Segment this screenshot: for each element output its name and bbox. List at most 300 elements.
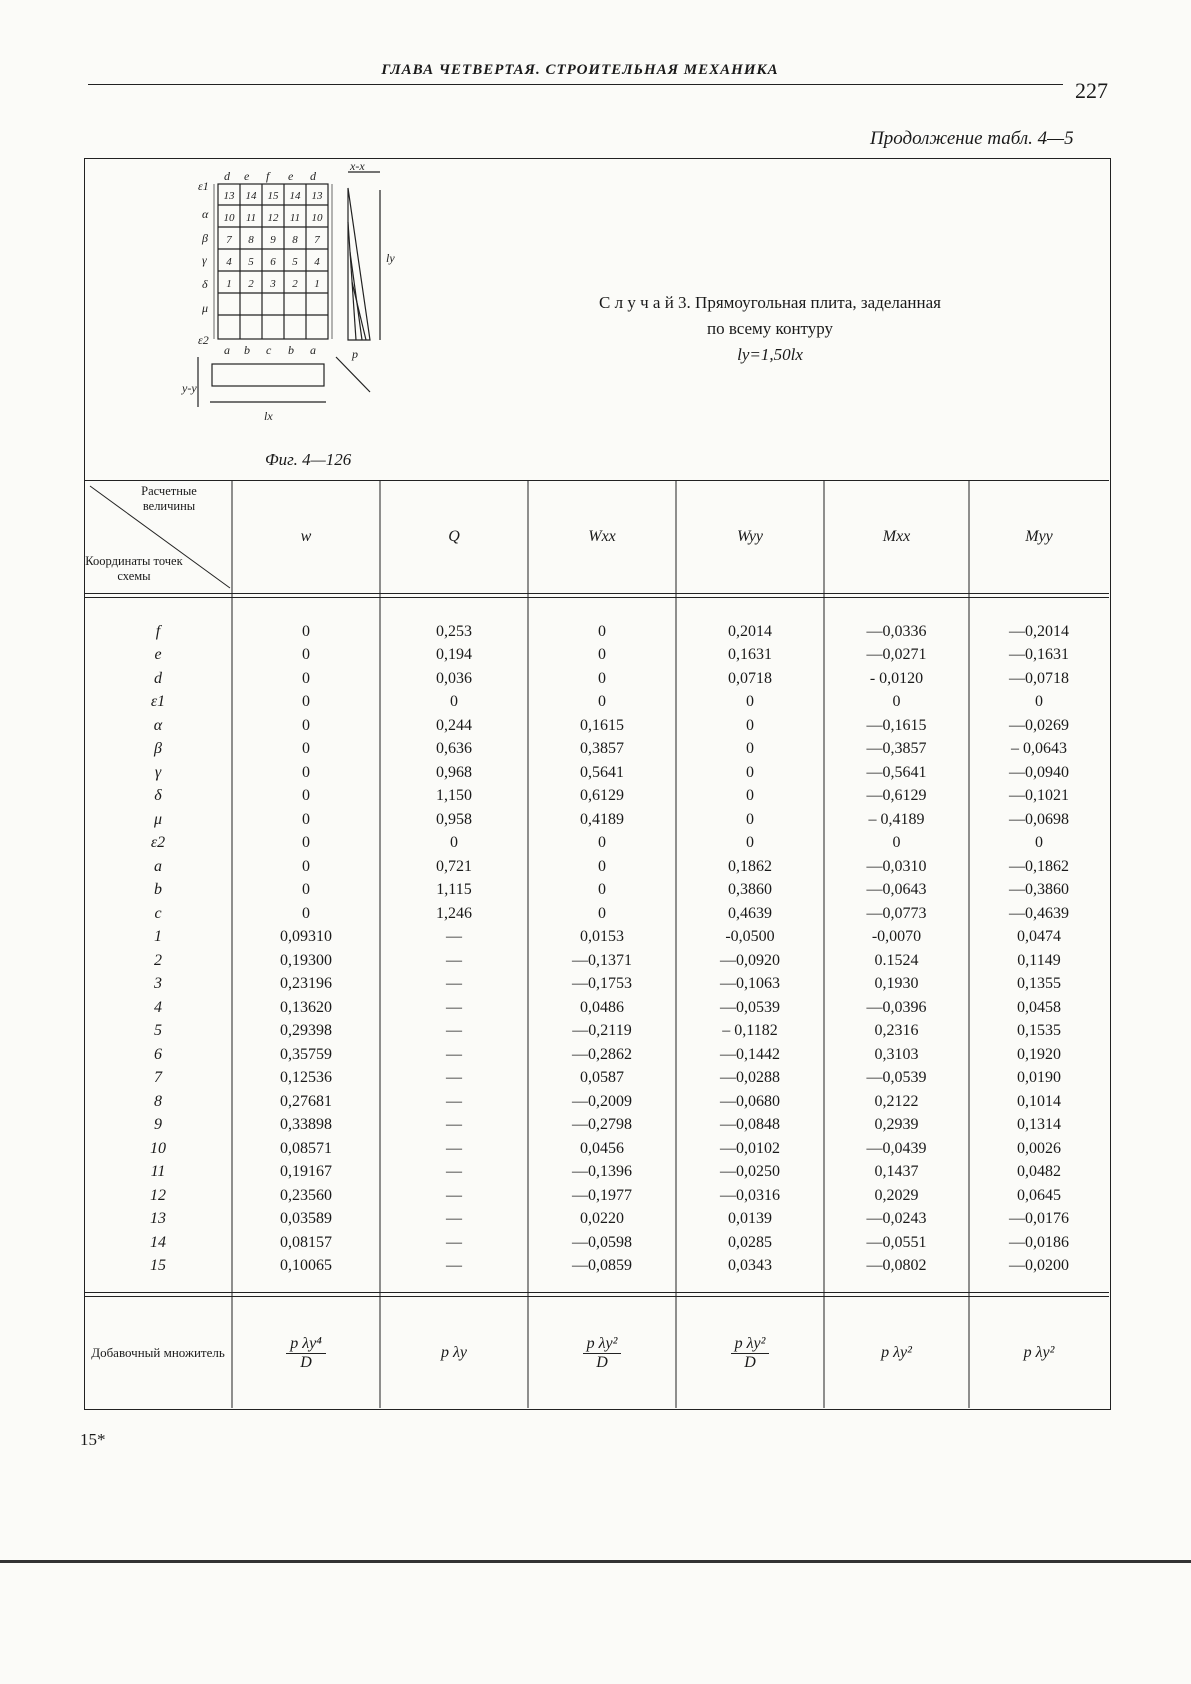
table-cell: —0,1862 xyxy=(1009,857,1069,875)
table-row xyxy=(84,1067,1109,1091)
table-cell: 0,13620 xyxy=(280,998,332,1016)
row-point-label: ε1 xyxy=(150,693,166,711)
row-point-label: e xyxy=(154,646,162,664)
table-cell: 0 xyxy=(892,693,901,711)
table-cell: —0,2014 xyxy=(1009,622,1069,640)
grid-cell-15: 15 xyxy=(267,190,279,202)
table-row xyxy=(84,1090,1109,1114)
row-point-label: 8 xyxy=(154,1092,162,1110)
table-cell: 0,2939 xyxy=(874,1116,919,1134)
grid-cell-14: 14 xyxy=(245,190,257,202)
table-cell: 0,1631 xyxy=(728,646,772,664)
table-cell: 0,08157 xyxy=(280,1233,332,1251)
table-row xyxy=(84,996,1109,1020)
table-cell: 0,636 xyxy=(436,740,472,758)
left-label-alpha: α xyxy=(202,207,209,221)
bottom-label-b2: b xyxy=(288,343,294,357)
table-row xyxy=(84,738,1109,762)
table-cell: 0 xyxy=(892,834,901,852)
table-cell: 0,1615 xyxy=(580,716,624,734)
table-cell: —0,0336 xyxy=(866,622,927,640)
table-cell: — xyxy=(446,928,462,946)
table-cell: 0 xyxy=(746,740,754,758)
table-cell: 0,0343 xyxy=(728,1257,772,1275)
grid-cell-10b: 10 xyxy=(311,212,323,224)
table-cell: 0,6129 xyxy=(580,787,624,805)
section-x-label: x-x xyxy=(350,162,365,173)
table-cell: — xyxy=(446,998,462,1016)
multiplier-w: $\frac{\text{p λy⁴}}{D}$ xyxy=(232,1335,380,1372)
table-cell: 0 xyxy=(302,857,310,875)
table-row xyxy=(84,761,1109,785)
table-cell: 0 xyxy=(302,810,310,828)
table-cell: 0,1149 xyxy=(1017,951,1061,969)
table-cell: 0 xyxy=(302,669,310,687)
table-cell: 0,03589 xyxy=(280,1210,332,1228)
table-cell: -0,0070 xyxy=(871,928,922,946)
col-header-mxx: Mxx xyxy=(882,528,911,545)
row-point-label: γ xyxy=(154,763,162,781)
table-cell: 0 xyxy=(450,693,458,711)
figure-caption: Фиг. 4—126 xyxy=(265,450,352,469)
left-label-eps2: ε2 xyxy=(198,333,209,347)
table-cell: 1,246 xyxy=(436,904,472,922)
row-point-label: f xyxy=(155,622,161,640)
left-label-gamma: γ xyxy=(202,253,207,267)
table-cell: 0 xyxy=(746,716,754,734)
table-cell: 0,2029 xyxy=(874,1186,919,1204)
table-cell: 0 xyxy=(746,810,754,828)
row-point-label: d xyxy=(154,669,162,687)
table-row xyxy=(84,714,1109,738)
case-line-2: по всему контуру xyxy=(706,319,834,338)
multiplier-mxx: p λy² xyxy=(881,1344,912,1361)
header-rule xyxy=(88,84,1063,85)
table-row xyxy=(84,644,1109,668)
table-cell: – 0,1182 xyxy=(722,1022,778,1040)
table-cell: —0,5641 xyxy=(866,763,927,781)
table-cell: — xyxy=(446,1139,462,1157)
table-row xyxy=(84,855,1109,879)
table-cell: 0 xyxy=(302,834,310,852)
row-point-label: b xyxy=(154,881,162,899)
table-cell: —0,1615 xyxy=(866,716,927,734)
table-row xyxy=(84,1161,1109,1185)
table-continuation-note: Продолжение табл. 4—5 xyxy=(870,128,1074,149)
table-cell: 0,08571 xyxy=(280,1139,332,1157)
table-cell: —0,0598 xyxy=(572,1233,632,1251)
table-cell: —0,0940 xyxy=(1009,763,1069,781)
table-cell: —0,0186 xyxy=(1009,1233,1069,1251)
multiplier-wyy: $\frac{\text{p λy²}}{D}$ xyxy=(676,1335,824,1372)
table-cell: 0,0482 xyxy=(1017,1163,1061,1181)
row-point-label: 15 xyxy=(150,1257,166,1275)
table-cell: 0 xyxy=(302,904,310,922)
table-cell: 0,1437 xyxy=(874,1163,919,1181)
bottom-label-c: c xyxy=(266,343,272,357)
table-cell: —0,4639 xyxy=(1009,904,1069,922)
table-cell: 0 xyxy=(302,646,310,664)
table-cell: —0,0439 xyxy=(866,1139,927,1157)
table-row xyxy=(84,1043,1109,1067)
table-cell: —0,1063 xyxy=(720,975,780,993)
grid-cell-3: 3 xyxy=(270,278,276,290)
table-cell: 0,253 xyxy=(436,622,472,640)
table-cell: —0,0396 xyxy=(866,998,927,1016)
plate-figure xyxy=(180,162,480,447)
col-header-q: Q xyxy=(448,528,460,545)
table-cell: 0 xyxy=(302,716,310,734)
table-cell: 0,0190 xyxy=(1017,1069,1061,1087)
grid-cell-13: 13 xyxy=(223,190,235,202)
grid-cell-12: 12 xyxy=(267,212,279,224)
table-cell: —0,0269 xyxy=(1009,716,1069,734)
table-row xyxy=(84,1208,1109,1232)
table-cell: —0,0316 xyxy=(720,1186,780,1204)
grid-cell-10: 10 xyxy=(223,212,235,224)
table-cell: —0,0539 xyxy=(866,1069,927,1087)
table-cell: 0,0486 xyxy=(580,998,624,1016)
grid-cell-6: 6 xyxy=(270,256,276,268)
table-cell: —0,3857 xyxy=(866,740,927,758)
table-cell: —0,0288 xyxy=(720,1069,780,1087)
running-title: ГЛАВА ЧЕТВЕРТАЯ. СТРОИТЕЛЬНАЯ МЕХАНИКА xyxy=(381,62,779,78)
bottom-label-b: b xyxy=(244,343,250,357)
case-title xyxy=(500,290,1040,368)
table-cell: – 0,0643 xyxy=(1011,740,1067,758)
table-cell: 0,19300 xyxy=(280,951,332,969)
multiplier-wxx: $\frac{\text{p λy²}}{D}$ xyxy=(528,1335,676,1372)
corner-bottom-label: Координаты точек схемы xyxy=(85,554,183,583)
row-point-label: 14 xyxy=(150,1233,166,1251)
table-cell: —0,0551 xyxy=(866,1233,927,1251)
table-cell: -0,0500 xyxy=(725,928,775,946)
table-cell: —0,0773 xyxy=(866,904,927,922)
table-cell: 1,150 xyxy=(436,787,472,805)
table-row xyxy=(84,973,1109,997)
row-point-label: 7 xyxy=(154,1069,162,1087)
row-point-label: 5 xyxy=(154,1022,162,1040)
grid-cell-5: 5 xyxy=(248,256,254,268)
row-point-label: 4 xyxy=(154,998,162,1016)
table-cell: —0,6129 xyxy=(866,787,927,805)
table-row xyxy=(84,667,1109,691)
row-point-label: α xyxy=(153,716,163,734)
table-cell: 0,2014 xyxy=(728,622,772,640)
case-line-1: С л у ч а й 3. Прямоугольная плита, заделанная xyxy=(599,293,941,312)
table-cell: 0,0718 xyxy=(728,669,772,687)
table-cell: —0,0243 xyxy=(866,1210,927,1228)
table-cell: —0,0310 xyxy=(866,857,927,875)
table-cell: 0,33898 xyxy=(280,1116,332,1134)
table-cell: 0,27681 xyxy=(280,1092,332,1110)
col-header-myy: Myy xyxy=(1025,528,1053,545)
table-cell: —0,2798 xyxy=(572,1116,632,1134)
multiplier-top-rule-1 xyxy=(84,1292,1109,1293)
table-cell: 0,29398 xyxy=(280,1022,332,1040)
table-cell: 0 xyxy=(746,834,754,852)
table-cell: 0 xyxy=(598,669,606,687)
table-cell: 0,036 xyxy=(436,669,472,687)
col-header-wxx: Wxx xyxy=(588,528,616,545)
section-y-label: y-y xyxy=(182,381,197,395)
table-cell: 0,0285 xyxy=(728,1233,772,1251)
table-cell: — xyxy=(446,1116,462,1134)
table-cell: —0,1753 xyxy=(572,975,632,993)
table-cell: 0,1014 xyxy=(1017,1092,1061,1110)
table-cell: 0,0456 xyxy=(580,1139,624,1157)
multiplier-row xyxy=(84,1298,1109,1408)
row-point-label: 9 xyxy=(154,1116,162,1134)
table-cell: 0,0220 xyxy=(580,1210,624,1228)
table-cell: 0 xyxy=(598,693,606,711)
row-point-label: 12 xyxy=(150,1186,166,1204)
load-label: p xyxy=(352,347,358,361)
table-cell: —0,0802 xyxy=(866,1257,927,1275)
table-cell: 0 xyxy=(598,904,606,922)
table-cell: – 0,4189 xyxy=(868,810,925,828)
grid-cell-13b: 13 xyxy=(311,190,323,202)
table-row xyxy=(84,879,1109,903)
corner-top-label: Расчетные величины xyxy=(141,484,197,513)
table-row xyxy=(84,808,1109,832)
table-cell: 0,3103 xyxy=(874,1045,919,1063)
table-cell: 0 xyxy=(598,834,606,852)
table-cell: — xyxy=(446,1257,462,1275)
row-point-label: 1 xyxy=(154,928,162,946)
top-label-e2: e xyxy=(288,169,294,183)
table-cell: 0 xyxy=(746,693,754,711)
table-cell: —0,0271 xyxy=(866,646,927,664)
table-cell: 0 xyxy=(746,787,754,805)
row-point-label: β xyxy=(154,740,162,758)
table-cell: 0,4639 xyxy=(728,904,772,922)
multiplier-label: Добавочный множитель xyxy=(91,1345,225,1360)
table-row xyxy=(84,832,1109,856)
table-cell: —0,0643 xyxy=(866,881,927,899)
top-label-f: f xyxy=(266,169,270,183)
table-cell: 0,0139 xyxy=(728,1210,772,1228)
table-cell: 0 xyxy=(1035,693,1043,711)
multiplier-q: p λy xyxy=(440,1344,468,1361)
row-point-label: 10 xyxy=(150,1139,166,1157)
table-cell: —0,1631 xyxy=(1009,646,1069,664)
table-cell: 0 xyxy=(598,881,606,899)
table-cell: 0,968 xyxy=(436,763,472,781)
table-cell: 0,2316 xyxy=(874,1022,919,1040)
table-cell: 0,244 xyxy=(436,716,472,734)
top-label-d2: d xyxy=(310,169,316,183)
table-cell: 0,1862 xyxy=(728,857,772,875)
grid-cell-8: 8 xyxy=(248,234,254,246)
row-point-label: 2 xyxy=(154,951,162,969)
grid-cell-4: 4 xyxy=(226,256,232,268)
table-cell: 0,3860 xyxy=(728,881,772,899)
table-cell: 0 xyxy=(746,763,754,781)
table-cell: —0,2862 xyxy=(572,1045,632,1063)
table-cell: 0,3857 xyxy=(580,740,624,758)
grid-cell-2b: 2 xyxy=(292,278,298,290)
case-line-3: ly=1,50lx xyxy=(737,345,803,364)
table-cell: 0 xyxy=(450,834,458,852)
table-cell: 0 xyxy=(1035,834,1043,852)
grid-cell-7b: 7 xyxy=(314,234,320,246)
table-cell: — xyxy=(446,1233,462,1251)
table-cell: 0 xyxy=(302,763,310,781)
table-cell: 0,1535 xyxy=(1017,1022,1061,1040)
grid-cell-9: 9 xyxy=(270,234,276,246)
left-label-mu: μ xyxy=(202,301,209,315)
table-cell: 0,721 xyxy=(436,857,472,875)
table-cell: 0,1314 xyxy=(1017,1116,1061,1134)
table-row xyxy=(84,1184,1109,1208)
table-cell: — xyxy=(446,1092,462,1110)
table-cell: —0,0920 xyxy=(720,951,780,969)
grid-cell-7: 7 xyxy=(226,234,232,246)
left-label-delta: δ xyxy=(202,277,208,291)
table-cell: 0,12536 xyxy=(280,1069,332,1087)
grid-cell-8b: 8 xyxy=(292,234,298,246)
grid-cell-11b: 11 xyxy=(289,212,301,224)
table-row xyxy=(84,1255,1109,1279)
table-cell: 0,10065 xyxy=(280,1257,332,1275)
table-cell: 0,23560 xyxy=(280,1186,332,1204)
table-cell: 0 xyxy=(598,646,606,664)
row-point-label: μ xyxy=(153,810,163,828)
table-cell: 0 xyxy=(302,693,310,711)
multiplier-myy: p λy² xyxy=(1023,1344,1055,1361)
table-cell: —0,0680 xyxy=(720,1092,780,1110)
table-cell: —0,0176 xyxy=(1009,1210,1069,1228)
table-cell: 0,0587 xyxy=(580,1069,624,1087)
table-cell: —0,0250 xyxy=(720,1163,780,1181)
table-row xyxy=(84,1231,1109,1255)
row-point-label: 6 xyxy=(154,1045,162,1063)
table-cell: 0,0153 xyxy=(580,928,624,946)
table-cell: 0,1355 xyxy=(1017,975,1061,993)
left-label-eps1: ε1 xyxy=(198,179,209,193)
table-cell: 0 xyxy=(302,881,310,899)
grid-cell-11: 11 xyxy=(245,212,257,224)
table-cell: —0,0859 xyxy=(572,1257,632,1275)
row-point-label: 11 xyxy=(150,1163,166,1181)
table-row xyxy=(84,1137,1109,1161)
table-row xyxy=(84,949,1109,973)
table-cell: — xyxy=(446,1186,462,1204)
table-cell: 0,0026 xyxy=(1017,1139,1061,1157)
table-cell: 0 xyxy=(598,857,606,875)
table-row xyxy=(84,785,1109,809)
table-cell: —0,1371 xyxy=(572,951,632,969)
table-row xyxy=(84,926,1109,950)
table-cell: — xyxy=(446,951,462,969)
table-cell: —0,2009 xyxy=(572,1092,632,1110)
table-cell: 0,4189 xyxy=(580,810,624,828)
table-cell: 0,09310 xyxy=(280,928,332,946)
table-cell: —0,1396 xyxy=(572,1163,632,1181)
table-row xyxy=(84,620,1109,644)
row-point-label: δ xyxy=(154,787,162,805)
table-cell: —0,1021 xyxy=(1009,787,1069,805)
table-cell: 0,5641 xyxy=(580,763,624,781)
multiplier-top-rule-2 xyxy=(84,1296,1109,1297)
grid-cell-4b: 4 xyxy=(314,256,320,268)
row-point-label: a xyxy=(154,857,162,875)
row-point-label: ε2 xyxy=(150,834,166,852)
table-cell: 0 xyxy=(302,740,310,758)
table-cell: 0.1524 xyxy=(874,951,919,969)
table-body xyxy=(84,620,1109,1278)
table-cell: 0 xyxy=(598,622,606,640)
table-cell: —0,0698 xyxy=(1009,810,1069,828)
page-number: 227 xyxy=(1075,78,1108,103)
bottom-label-a2: a xyxy=(310,343,316,357)
load-diagram-y xyxy=(212,364,324,386)
table-cell: 0,0474 xyxy=(1017,928,1061,946)
table-cell: —0,0718 xyxy=(1009,669,1069,687)
table-cell: —0,0539 xyxy=(720,998,780,1016)
row-point-label: c xyxy=(154,904,162,922)
table-cell: —0,2119 xyxy=(572,1022,632,1040)
table-cell: 0,35759 xyxy=(280,1045,332,1063)
table-cell: 0,2122 xyxy=(874,1092,919,1110)
table-row xyxy=(84,1114,1109,1138)
grid-cell-5b: 5 xyxy=(292,256,298,268)
table-cell: 0,0645 xyxy=(1017,1186,1061,1204)
col-header-w: w xyxy=(300,528,312,545)
grid-cell-1: 1 xyxy=(226,278,232,290)
table-cell: 0,0458 xyxy=(1017,998,1061,1016)
table-row xyxy=(84,1020,1109,1044)
table-cell: 0 xyxy=(302,787,310,805)
table-row xyxy=(84,902,1109,926)
table-cell: — xyxy=(446,1022,462,1040)
signature-mark: 15* xyxy=(80,1430,106,1449)
table-cell: —0,1977 xyxy=(572,1186,632,1204)
table-cell: 1,115 xyxy=(436,881,472,899)
table-cell: 0,1930 xyxy=(874,975,919,993)
table-row xyxy=(84,691,1109,715)
table-cell: 0 xyxy=(302,622,310,640)
table-cell: 0,958 xyxy=(436,810,472,828)
table-cell: — xyxy=(446,975,462,993)
table-cell: — xyxy=(446,1045,462,1063)
dim-y-label: ly xyxy=(386,251,395,265)
table-cell: — xyxy=(446,1069,462,1087)
row-point-label: 3 xyxy=(154,975,162,993)
table-cell: —0,0200 xyxy=(1009,1257,1069,1275)
bottom-label-a: a xyxy=(224,343,230,357)
col-header-wyy: Wyy xyxy=(736,528,764,545)
grid-cell-2: 2 xyxy=(248,278,254,290)
table-cell: —0,0102 xyxy=(720,1139,780,1157)
table-cell: —0,3860 xyxy=(1009,881,1069,899)
table-cell: — xyxy=(446,1210,462,1228)
table-cell: 0,194 xyxy=(436,646,472,664)
left-label-beta: β xyxy=(202,231,208,245)
table-cell: 0,1920 xyxy=(1017,1045,1061,1063)
grid-cell-1b: 1 xyxy=(314,278,320,290)
table-cell: — xyxy=(446,1163,462,1181)
row-point-label: 13 xyxy=(150,1210,166,1228)
grid-cell-14b: 14 xyxy=(289,190,301,202)
table-cell: —0,1442 xyxy=(720,1045,780,1063)
top-label-e: e xyxy=(244,169,250,183)
table-cell: 0,19167 xyxy=(280,1163,332,1181)
table-cell: —0,0848 xyxy=(720,1116,780,1134)
page-bottom-edge xyxy=(0,1560,1191,1563)
table-cell: - 0,0120 xyxy=(869,669,924,687)
